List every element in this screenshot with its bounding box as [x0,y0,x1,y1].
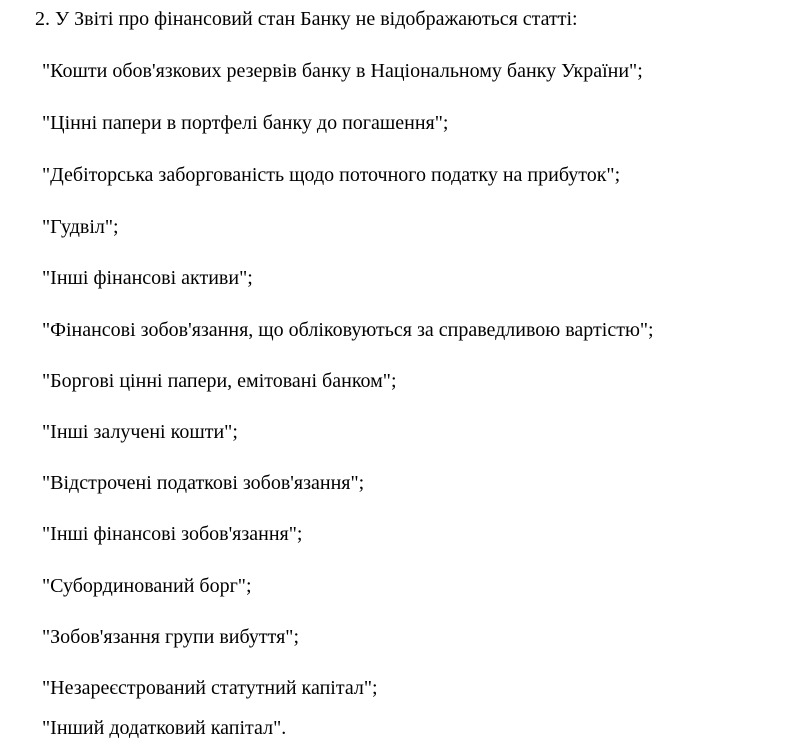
list-item: "Інші фінансові зобов'язання"; [42,523,303,545]
list-item: "Цінні папери в портфелі банку до погашення"; [42,112,449,134]
list-item: "Зобов'язання групи вибуття"; [42,626,300,648]
list-item: "Боргові цінні папери, емітовані банком"; [42,370,397,392]
intro-paragraph: 2. У Звіті про фінансовий стан Банку не відображаються статті: [35,8,578,30]
list-item: "Кошти обов'язкових резервів банку в Національному банку України"; [42,60,643,82]
list-item: "Інші залучені кошти"; [42,421,238,443]
list-item: "Гудвіл"; [42,216,119,238]
list-item: "Субординований борг"; [42,575,252,597]
list-item: "Відстрочені податкові зобов'язання"; [42,472,365,494]
list-item: "Дебіторська заборгованість щодо поточного податку на прибуток"; [42,164,621,186]
list-item: "Фінансові зобов'язання, що обліковуються за справедливою вартістю"; [42,319,654,341]
list-item: "Інший додатковий капітал". [42,717,287,739]
list-item: "Незареєстрований статутний капітал"; [42,677,378,699]
list-item: "Інші фінансові активи"; [42,267,253,289]
